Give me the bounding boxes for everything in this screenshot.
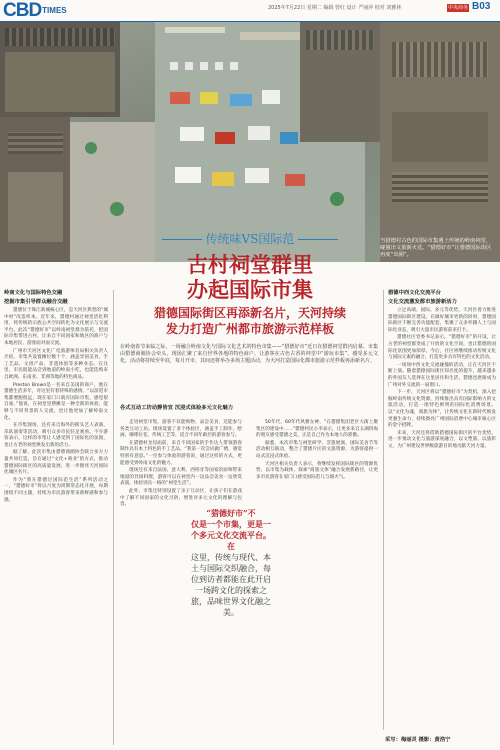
right-paragraph: 一场场中西文化交流碰撞的活动，正在天河区不断上演。随着猎德国际街区知名度的提升，越来越多的外国友人选择在这里居住和生活，猎德也逐渐成为广州对外交流的一扇窗口。 <box>388 362 496 388</box>
pull-quote-line: 个多元文化交流平台。在 <box>191 530 271 551</box>
right-paragraph: 下一步，天河区将以“猎德好市”为契机，深入挖掘岭南传统文化资源，持续推出具有国际影响力的文旅活动，打造一批特色鲜明的国际化消费场景。以“文化为魂，商旅为体”，让传统文化在新时代焕发更强生命力，持续擦亮广州国际消费中心城市核心区的金字招牌。 <box>388 390 496 429</box>
middle-heading-block <box>120 405 378 414</box>
page-header <box>0 0 500 22</box>
middle-paragraph: 此外，市集还特别设置了亲子互动区，让孩子们在游戏中了解不同国家的文化习俗，增进对多元文化的理解与包容。 <box>120 488 242 508</box>
left-paragraph: 广州市天河区文化广电旅游体育局相关负责人介绍，市集共设置摊位数十个，涵盖异国美食、手工艺品、文创产品、非遗体验等多种业态。在这里，市民既能品尝到地道的岭南小吃，也能选购来自欧洲、东南亚、非洲等地的特色商品。 <box>4 348 108 380</box>
right-paragraph: 立足高端、国际、多元等优势，天河区着力推进猎德国际街区建设。在做好城市更新的同时，猎德国际街区不断完善功能配套，集聚了众多外籍人士与国际化业态，吸引大量市民游客前来打卡。 <box>388 308 496 333</box>
headline-line-1: 古村祠堂群里 <box>187 252 313 277</box>
left-paragraph: 作为“我在猎德过国际范生活”系列活动之一，“猎德好市”将以月度为周期常态化开展，每期围绕不同主题，持续为市民游客带来新鲜感和参与感。 <box>4 477 108 503</box>
subheadline-line-2: 发力打造广州都市旅游示范样板 <box>165 322 334 336</box>
middle-paragraph: 在猎德村龙母庙前，来自不同国家的手作达人带领游客制作具有本土特色的手工艺品。“我第一次尝试做广绣，感觉特别有意思。”一位参与体验的游客说，通过这样的方式，更能感受到岭南文化的魅力。 <box>120 440 242 466</box>
pull-quote-line: 仅是一个市集，更是一 <box>191 519 271 529</box>
left-paragraph: 据了解，此次市集由猎德商圈协会联合多方力量共同打造，旨在通过“文化+商业”的方式，推动猎德国际街区的高质量发展，进一步擦亮天河国际化城区名片。 <box>4 450 108 476</box>
lead-paragraph: 在岭南春节来临之际，一场融合岭南文化与国际文化艺术的特色市集——“猎德好市”近日在猎德祠堂群内启幕。市集由猎德商圈协会牵头，现场汇聚了来自世界各地的特色商户，让游客在古色古香的祠堂中“游玩市集”，感受多元文化。活动将持续至年底，每月开市，其间还将举办多场主题活动，为天河打造国际化都市旅游示范样板再添新名片。 <box>120 344 378 364</box>
middle-paragraph: 走进祠堂市集，游客不仅能购物、品尝美食，还能参与各类互动工坊。现场设置了多个体验区，涵盖手工制作、绘画、咖啡拉花、传统工艺等，适合不同年龄层的游客参与。 <box>120 420 242 439</box>
kicker-text: 传统味VS国际范 <box>205 232 295 246</box>
middle-paragraph: 现场还有来自法国、意大利、西班牙等国家的厨师带来地道的异国料理，游客可以在祠堂内一边品尝美食一边欣赏表演，体验别具一格的“祠堂生活”。 <box>120 468 242 487</box>
byline: 采写：梅丽灵 摄影：黄浩宁 <box>385 737 451 743</box>
right-column <box>388 290 496 451</box>
aerial-photo <box>0 22 500 262</box>
subheadline-line-1: 猎德国际街区再添新名片，天河持续 <box>153 306 346 320</box>
masthead <box>3 1 67 21</box>
pull-quote-line: 这里，传统与现代、本土与国际交织融合，每位到访者都能在此开启一场跨文化的探索之旅，品味世界文化融之美。 <box>191 553 271 617</box>
middle-paragraph: 据悉，本次市集与祠堂研学、非遗展演、国际美食节等活动相互联动，整合了猎德片区的文旅资源，为游客提供一站式沉浸式体验。 <box>256 440 378 459</box>
headline-line-2: 办起国际市集 <box>187 277 313 302</box>
kicker <box>0 230 500 247</box>
pull-quote-line: “猎德好市”不 <box>206 508 256 518</box>
masthead-text: CBD <box>3 0 42 21</box>
photo-caption: 当猎德村古色的国际市集遇上传统的岭南祠堂，碰撞出文旅新火花。“猎德好市”让猎德国际街区再度“出圈”。 <box>380 238 492 258</box>
right-heading-1: 猎德中西文化交流平台 <box>388 290 441 296</box>
issue-info: 2025年7月22日 星期二 编辑 曾红 设计 严丽萍 校对 刘雅林 <box>268 5 402 11</box>
left-heading-1: 岭南文化与国际特色交融 <box>4 290 63 296</box>
right-heading-2: 文化交流激发都市旅游新活力 <box>388 299 457 305</box>
kicker-rule-left <box>162 239 202 240</box>
pull-quote <box>189 505 273 621</box>
kicker-rule-right <box>298 239 338 240</box>
section-badge: 中央商务区 <box>447 5 468 19</box>
middle-heading: 各式互动工坊动静皆宜 沉浸式体验多元文化魅力 <box>120 405 234 411</box>
column-divider <box>383 290 384 730</box>
middle-paragraph: 50年代，60年代风雅女神，“在猎德集团老区大街上聚集区的建设中……”猎德村民小李表示，让更多来自五湖四海的朋友感受猎德之美，正是自己作为本地人的骄傲。 <box>256 420 378 439</box>
left-paragraph: 猎德位于珠江新城核心区，是天河区典型的“城中村”改造样本。近年来，猎德村通过祠堂活化利用，将传统的宗族公共空间转化为文化展示与交流平台。此次“猎德好市”以岭南祠堂群为依托，把国际市集带进古村，让来自不同国家和地区的商户与本地居民、游客面对面交流。 <box>4 308 108 346</box>
left-paragraph: 在市集现场，还有来自海外的街头艺人表演、乐队演奏等活动，吸引众多市民驻足观看。不少游客表示，这样的市集让人感受到了国际化的氛围，也让古老的祠堂焕发出新的活力。 <box>4 423 108 448</box>
right-paragraph: 猎德社区党委书记表示，“猎德好市”的开设，让古老的祠堂群变成了开放的文化空间，也让猎德的国际化氛围更加浓厚。今后，社区将继续推动传统文化与国际元素的融合，打造更多具有特色的文化活动。 <box>388 335 496 361</box>
middle-paragraph: 天河区相关负责人表示，将继续发挥国际街区的资源优势，以市集为载体，探索“商旅文体”融合发展新路径，让更多市民游客在家门口感受国际范儿与烟火气。 <box>256 461 378 480</box>
column-divider <box>113 290 114 745</box>
masthead-sub: TIMES <box>42 6 67 15</box>
right-paragraph: 未来，天河还将借助猎德国际街区的平台优势，进一步推动文化与旅游深度融合，以文塑旅、以旅彰文，为广州建设世界级旅游目的地贡献天河力量。 <box>388 430 496 449</box>
left-column <box>4 290 108 505</box>
page-number: B03 <box>472 1 491 12</box>
middle-column-a <box>120 420 242 510</box>
left-heading-2: 挖掘市集引导群众融合交融 <box>4 299 68 305</box>
middle-column-b <box>256 420 378 482</box>
left-paragraph: Preston Brown是一名来自美国的商户，他在猎德生活多年，对这里有着特殊的感情。“以前逛市集都要跑很远，现在家门口就有国际市集，感觉很自豪。”他说，在祠堂里摆摊是一种全新的体验，能够与不同背景的人交流，也让他更加了解岭南文化。 <box>4 382 108 421</box>
